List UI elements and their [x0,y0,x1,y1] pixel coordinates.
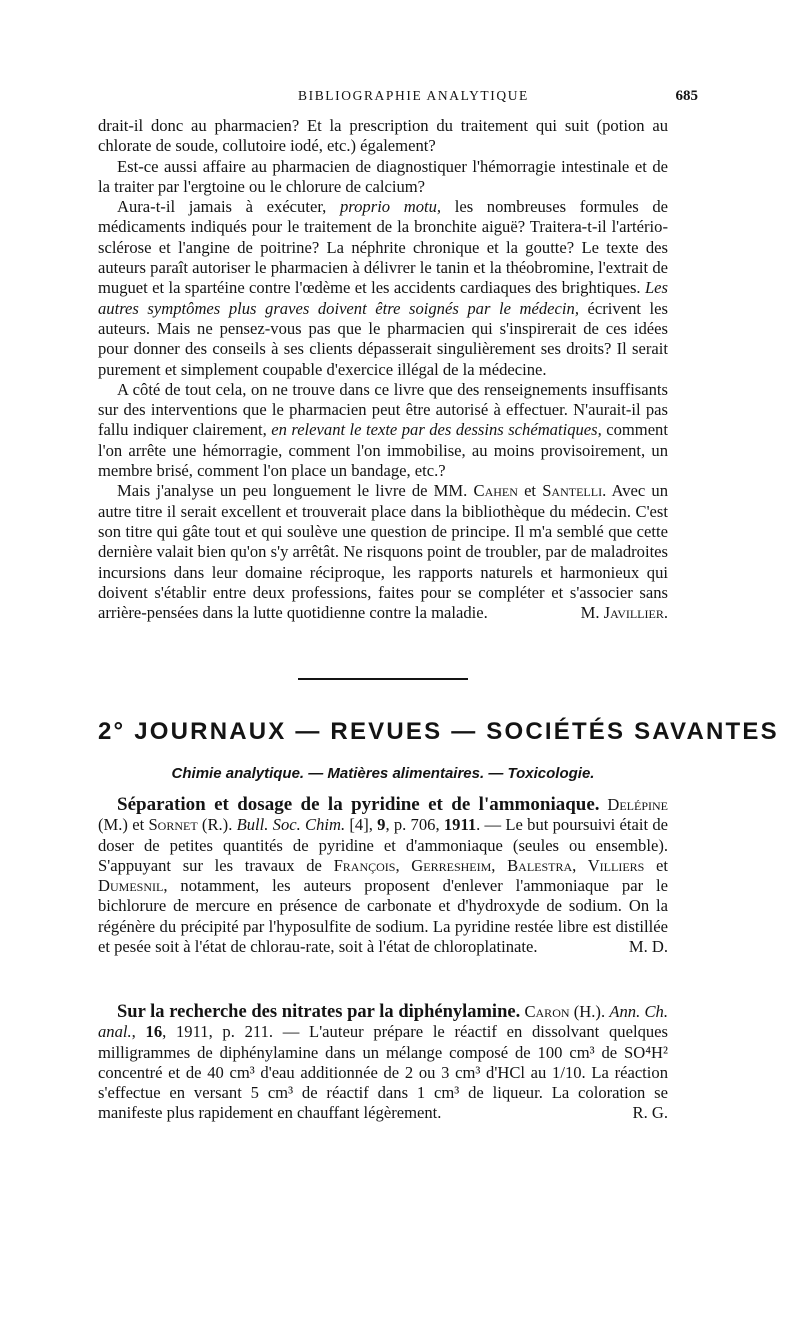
article-1-body: Séparation et dosage de la pyridine et de l'ammoniaque. Delépine (M.) et Sornet (R.). Bull. Soc. Chim. [4], 9, p. 706, 1911. — Le but poursuivi était de doser de petites quantités de pyridine et d'ammoniaque (seules ou ensemble). S'appuyant sur les travaux de François, Gerresheim, Balestra, Villiers et Dumesnil, notamment, les auteurs proposent d'enlever l'ammoniaque par le bichlorure de mercure en présence de carbonate et d'hydroxyde de sodium. On la régénère du précipité par l'hyposulfite de sodium. La pyridine restée libre est distillée et pesée soit à l'état de chlorau-rate, soit à l'état de chloroplatinate. M. D. [98,794,669,957]
article-2-signature: R. G. [632,1103,668,1123]
article-1 [98,795,668,957]
review-paragraph-3: Aura-t-il jamais à exécuter, proprio motu, les nombreuses formules de médicaments indiqués pour le traitement de la bronchite aiguë? Traitera-t-il l'artério-sclérose et l'angine de poitrine? La néphrite chronique et la goutte? Le texte des auteurs paraît autoriser le pharmacien à délivrer le tanin et la théobromine, l'extrait de muguet et la spartéine contre l'œdème et les accidents cardiaques des brightiques. Les autres symptômes plus graves doivent être soignés par le médecin, écrivent les auteurs. Mais ne pensez-vous pas que le pharmacien qui s'inspirerait de ces idées pour donner des conseils à ses clients dépasserait singulièrement ses droits? Il serait purement et simplement coupable d'exercice illégal de la médecine. [98,197,669,379]
review-signature: M. Javillier. [580,603,668,623]
review-paragraph-5: Mais j'analyse un peu longuement le livre de MM. Cahen et Santelli. Avec un autre titre il serait excellent et trouverait place dans la bibliothèque du médecin. C'est son titre qui gâte tout et qui soulève une question de principe. Il m'a semblé que cette dernière valait bien qu'on s'y arrêtât. Ne risquons point de troubler, par de maladroites incursions dans leur domaine réciproque, les rapports naturels et harmonieux qui doivent s'établir entre deux professions, faites pour se compléter et s'associer sans arrière-pensées dans la lutte quotidienne contre la maladie. M. Javillier. [98,481,668,623]
book-review [98,116,668,623]
article-1-signature: M. D. [628,937,668,957]
section-divider [298,678,468,680]
section-subheading: Chimie analytique. — Matières alimentaires. — Toxicologie. [171,765,595,782]
page-number: 685 [675,88,698,104]
running-head [98,88,698,108]
review-paragraph-2: Est-ce aussi affaire au pharmacien de diagnostiquer l'hémorragie intestinale et de la traiter par l'ergtoine ou le chlorure de calcium? [98,156,668,196]
review-paragraph-1: drait-il donc au pharmacien? Et la prescription du traitement qui suit (potion au chlorate de soude, collutoire iodé, etc.) également? [98,116,668,156]
article-1-title: Séparation et dosage de la pyridine et de l'ammoniaque. [117,794,600,815]
running-title: BIBLIOGRAPHIE ANALYTIQUE [298,88,529,103]
article-2 [98,1002,668,1124]
article-2-body: Sur la recherche des nitrates par la diphénylamine. Caron (H.). Ann. Ch. anal., 16, 1911, p. 211. — L'auteur prépare le réactif en dissolvant quelques milligrammes de diphénylamine dans un mélange composé de 100 cm³ de SO⁴H² concentré et de 40 cm³ d'eau additionnée de 2 ou 3 cm³ d'HCl au 1/10. La réaction s'effectue en versant 5 cm³ de réactif dans 1 cm³ de liqueur. La coloration se manifeste plus rapidement en chauffant légèrement. R. G. [98,1002,668,1123]
author-name: Cahen [473,481,518,501]
section-heading: 2° JOURNAUX — REVUES — SOCIÉTÉS SAVANTES [98,718,779,745]
article-2-title: Sur la recherche des nitrates par la diphénylamine. [117,1002,521,1022]
review-paragraph-4: A côté de tout cela, on ne trouve dans ce livre que des renseignements insuffisants sur des interventions que le pharmacien peut être autorisé à effectuer. N'aurait-il pas fallu indiquer clairement, en relevant le texte par des dessins schématiques, comment l'on arrête une hémorragie, comment l'on immobilise, au moins provisoirement, un membre brisé, comment l'on place un bandage, etc.? [98,379,668,481]
author-name: Santelli [542,481,603,501]
